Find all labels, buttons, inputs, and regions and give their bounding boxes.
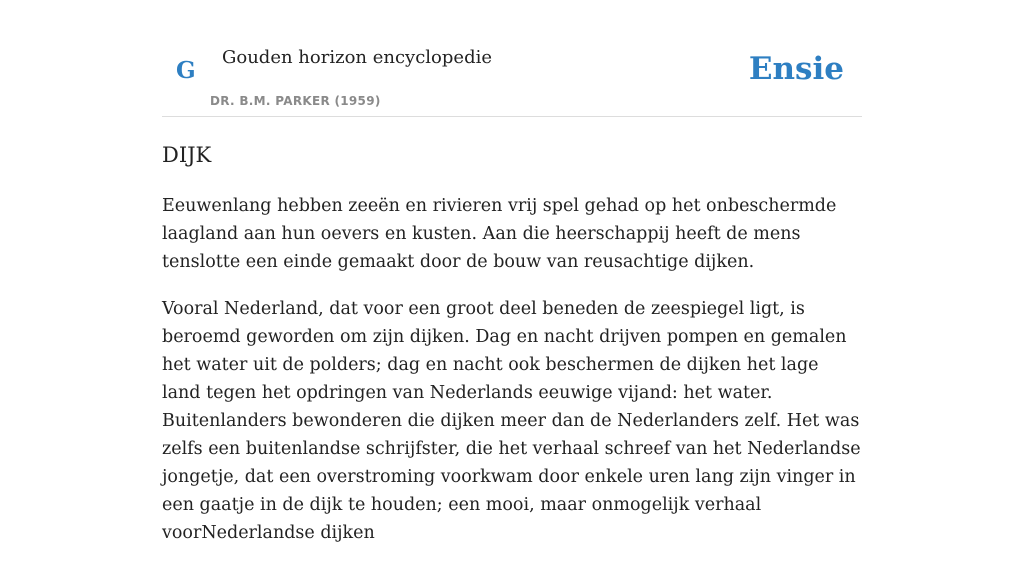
entry-paragraph: Eeuwenlang hebben zeeën en rivieren vrij spel gehad op het onbeschermde laagland aan hun oevers en kusten. Aan die heerschappij heeft de mens tenslotte een einde gemaakt door de bouw van reusachtige dijken. <box>162 196 837 272</box>
entry-title: DIJK <box>162 143 212 167</box>
entry-content <box>162 192 862 566</box>
page <box>162 0 862 543</box>
book-title[interactable]: Gouden horizon encyclopedie <box>222 47 492 68</box>
book-logo-icon[interactable]: G <box>176 57 196 84</box>
header <box>162 0 862 117</box>
brand-logo[interactable]: Ensie <box>748 51 844 87</box>
book-author[interactable]: DR. B.M. PARKER (1959) <box>210 94 381 108</box>
entry-paragraph: Vooral Nederland, dat voor een groot deel beneden de zeespiegel ligt, is beroemd geworden om zijn dijken. Dag en nacht drijven pompen en gemalen het water uit de polders; dag en nacht ook beschermen de dijken het lage land tegen het opdringen van Nederlands eeuwige vijand: het water. Buitenlanders bewonderen die dijken meer dan de Nederlanders zelf. Het was zelfs een buitenlandse schrijfster, die het verhaal schreef van het Nederlandse jongetje, dat een overstroming voorkwam door enkele uren lang zijn vinger in een gaatje in de dijk te houden; een mooi, maar onmogelijk verhaal voorNederlandse dijken <box>162 299 861 543</box>
